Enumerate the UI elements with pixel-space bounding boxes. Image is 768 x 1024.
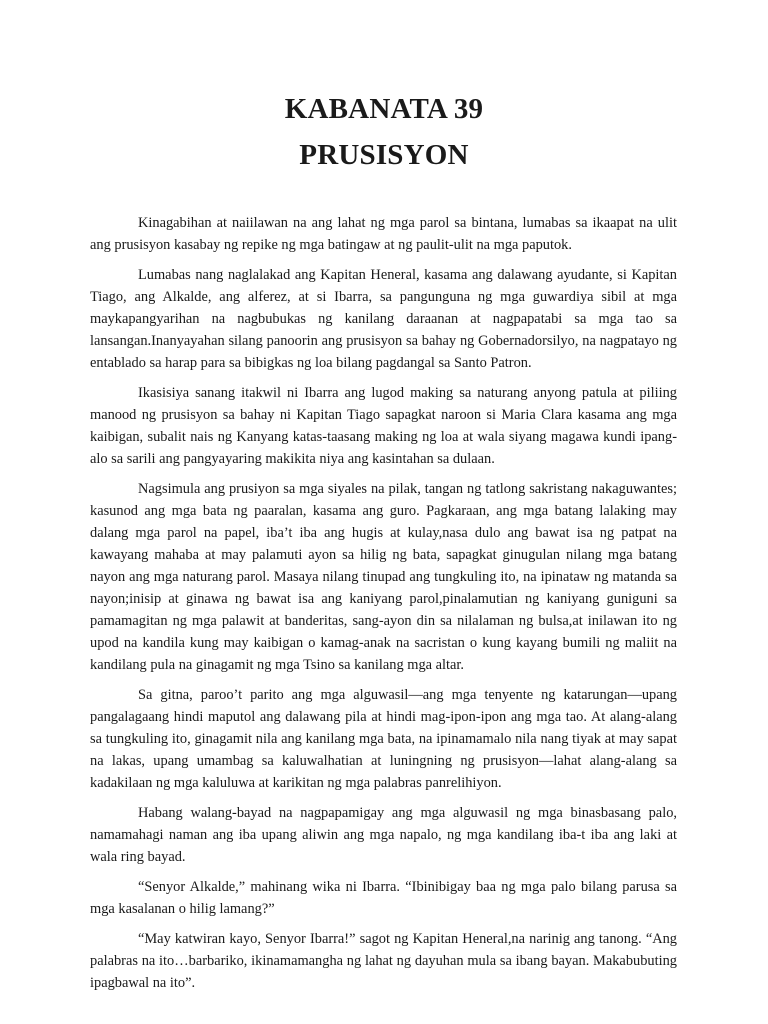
paragraph: Lumabas nang naglalakad ang Kapitan Heneral, kasama ang dalawang ayudante, si Kapitan Tiago, ang Alkalde, ang alferez, at si Ibarra, sa pangunguna ng mga guwardiya sibil at mga maykapangyarihan na nagbubukas ng kanilang daraanan at nagpapatabi sa mga tao sa lansangan.Inanyayahan silang panoorin ang prusisyon sa bahay ng Gobernadorsilyo, na nagpatayo ng entablado sa harap para sa bibigkas ng loa bilang pagdangal sa Santo Patron. bbox=[90, 267, 677, 371]
paragraph: Sa gitna, paroo’t parito ang mga alguwasil—ang mga tenyente ng katarungan—upang pangalagaang hindi maputol ang dalawang pila at hindi mag-ipon-ipon ang mga tao. At alang-alang sa tungkuling ito, ginagamit nila ang kanilang mga bata, na ipinamamalo nila nang tiyak at may sapat na lakas, upang umambag sa kaluwalhatian at luningning ng prusisyon—lahat alang-alang sa kadakilaan ng mga kaluluwa at karikitan ng mga palabras panrelihiyon. bbox=[90, 687, 677, 791]
paragraph: Kinagabihan at naiilawan na ang lahat ng mga parol sa bintana, lumabas sa ikaapat na ulit ang prusisyon kasabay ng repike ng mga batingaw at ng paulit-ulit na mga paputok. bbox=[90, 215, 677, 253]
paragraph: Ikasisiya sanang itakwil ni Ibarra ang lugod making sa naturang anyong patula at piliing manood ng prusisyon sa bahay ni Kapitan Tiago sapagkat naroon si Maria Clara kasama ang mga kaibigan, subalit nais ng Kanyang katas-taasang making ng loa at wala siyang magawa kundi ipang-alo sa sarili ang pangyayaring makikita niya ang kasintahan sa dulaan. bbox=[90, 385, 677, 467]
document-body bbox=[90, 212, 677, 1002]
paragraph: Habang walang-bayad na nagpapamigay ang mga alguwasil ng mga binasbasang palo, namamahagi naman ang iba upang aliwin ang mga napalo, ng mga kandilang iba-t iba ang laki at wala ring bayad. bbox=[90, 805, 677, 865]
paragraph: Nagsimula ang prusiyon sa mga siyales na pilak, tangan ng tatlong sakristang nakaguwantes; kasunod ang mga bata ng paaralan, kasama ang guro. Pagkaraan, ang mga batang lalaking may dalang mga parol na papel, iba’t iba ang hugis at kulay,nasa dulo ang bawat isa ng patpat na kawayang mahaba at may palamuti ayon sa hilig ng bata, sapagkat ginugulan nilang mga batang nayon ang mga naturang parol. Masaya nilang tinupad ang tungkuling ito, na ipinataw ng matanda sa nayon;inisip at ginawa ng bawat isa ang kaniyang parol,pinalamutian ng kaniyang guniguni sa pamamagitan ng mga palawit at banderitas, sang-ayon din sa nilalaman ng bulsa,at inilawan ito ng upod na kandila kung may kaibigan o kamag-anak na sacristan o kung kayang bumili ng maliit na kandilang pula na ginagamit ng mga Tsino sa kanilang mga altar. bbox=[90, 481, 677, 673]
paragraph: “May katwiran kayo, Senyor Ibarra!” sagot ng Kapitan Heneral,na narinig ang tanong. “Ang palabras na ito…barbariko, ikinamamangha ng lahat ng dayuhan mula sa ibang bayan. Makabubuting ipagbawal na ito”. bbox=[90, 931, 677, 991]
chapter-title: PRUSISYON bbox=[299, 139, 469, 171]
chapter-heading: KABANATA 39 bbox=[284, 93, 484, 125]
paragraph: “Senyor Alkalde,” mahinang wika ni Ibarra. “Ibinibigay baa ng mga palo bilang parusa sa mga kasalanan o hilig lamang?” bbox=[90, 879, 677, 917]
